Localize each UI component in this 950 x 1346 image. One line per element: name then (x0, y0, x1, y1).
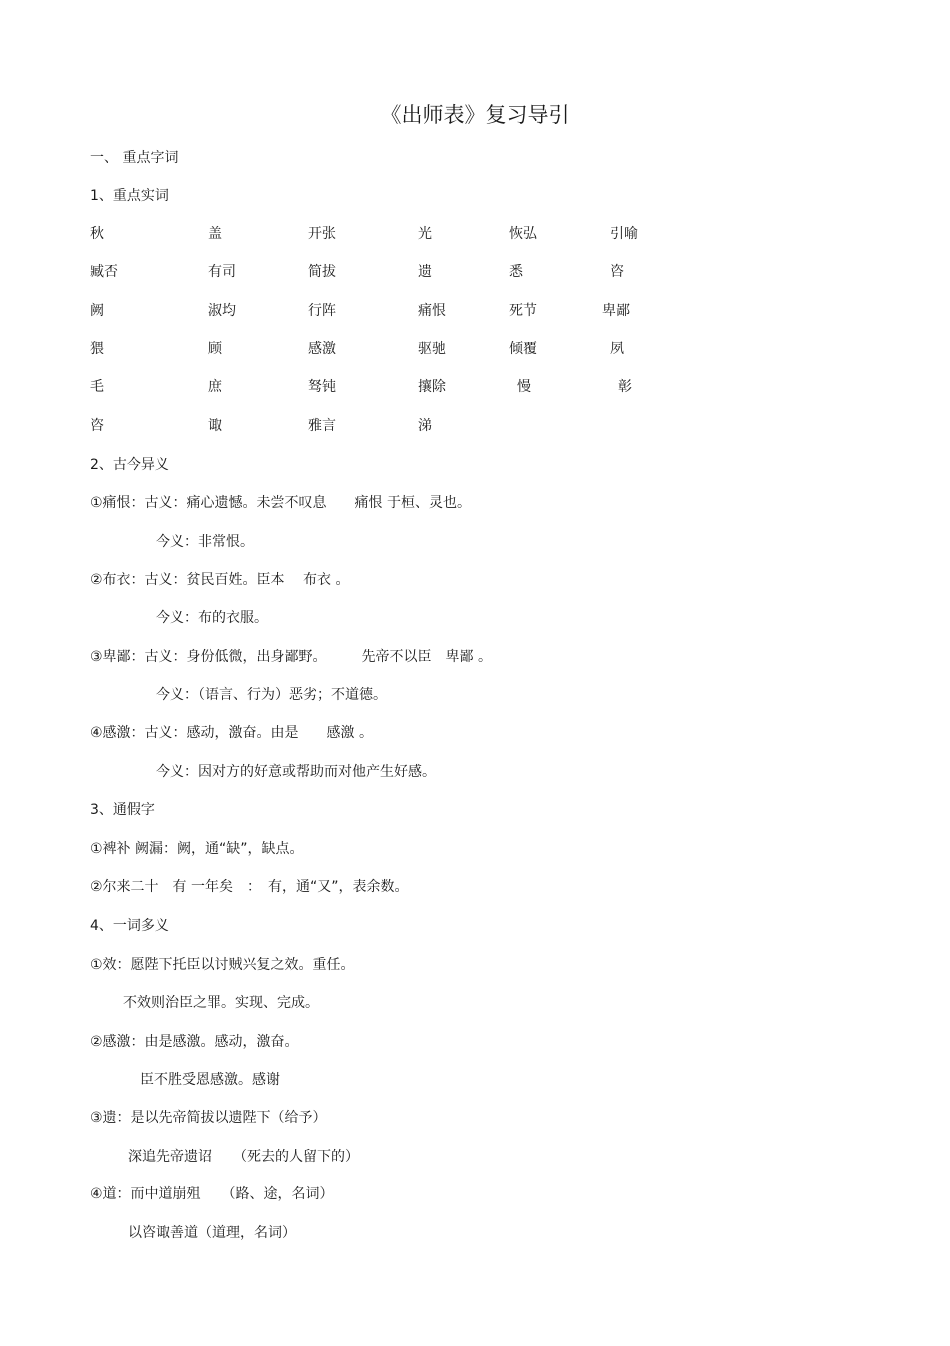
section-heading-key-words: 一、 重点字词 (90, 150, 179, 166)
word-cell: 秋 (90, 226, 104, 242)
word-cell: 攘除 (418, 379, 446, 395)
subheading-polysemy: 4、一词多义 (90, 918, 169, 934)
duoyi-line-3: ②感激：由是感激。感动，激奋。 (90, 1034, 299, 1050)
word-cell: 行阵 (308, 303, 336, 319)
word-cell: 光 (418, 226, 432, 242)
subheading-ancient-modern: 2、古今异义 (90, 457, 169, 473)
word-cell: 猥 (90, 341, 104, 357)
gujin-ancient-3: ③卑鄙：古义：身份低微，出身鄙野。 先帝不以臣 卑鄙 。 (90, 649, 492, 665)
word-cell: 臧否 (90, 264, 118, 280)
word-cell: 痛恨 (418, 303, 446, 319)
word-cell: 诹 (208, 418, 222, 434)
word-cell: 死节 (509, 303, 537, 319)
word-cell: 简拔 (308, 264, 336, 280)
word-cell: 咨 (610, 264, 624, 280)
word-cell: 阙 (90, 303, 104, 319)
word-cell: 盖 (208, 226, 222, 242)
gujin-modern-3: 今义：（语言、行为）恶劣；不道德。 (156, 687, 387, 703)
word-cell: 驱驰 (418, 341, 446, 357)
word-cell: 开张 (308, 226, 336, 242)
word-cell: 遗 (418, 264, 432, 280)
gujin-modern-4: 今义：因对方的好意或帮助而对他产生好感。 (156, 764, 436, 780)
word-cell: 涕 (418, 418, 432, 434)
word-cell: 顾 (208, 341, 222, 357)
tongjia-item-2: ②尔来二十 有 一年矣 ： 有，通“又”，表余数。 (90, 879, 409, 895)
duoyi-line-2: 不效则治臣之罪。实现、完成。 (123, 995, 319, 1011)
gujin-ancient-1: ①痛恨：古义：痛心遗憾。未尝不叹息 痛恨 于桓、灵也。 (90, 495, 471, 511)
word-cell: 卑鄙 (602, 303, 630, 319)
word-cell: 彰 (618, 379, 632, 395)
duoyi-line-7: ④道：而中道崩殂 （路、途，名词） (90, 1186, 334, 1202)
word-cell: 淑均 (208, 303, 236, 319)
word-cell: 庶 (208, 379, 222, 395)
subheading-content-words: 1、重点实词 (90, 188, 169, 204)
word-cell: 引喻 (610, 226, 638, 242)
duoyi-line-4: 臣不胜受恩感激。感谢 (140, 1072, 280, 1088)
word-cell: 感激 (308, 341, 336, 357)
gujin-modern-2: 今义：布的衣服。 (156, 610, 268, 626)
gujin-ancient-2: ②布衣：古义：贫民百姓。臣本 布衣 。 (90, 572, 350, 588)
word-cell: 恢弘 (509, 226, 537, 242)
duoyi-line-1: ①效：愿陛下托臣以讨贼兴复之效。重任。 (90, 957, 355, 973)
word-cell: 夙 (610, 341, 624, 357)
word-cell: 驽钝 (308, 379, 336, 395)
gujin-modern-1: 今义：非常恨。 (156, 534, 254, 550)
page-title: 《出师表》复习导引 (380, 103, 570, 127)
word-cell: 毛 (90, 379, 104, 395)
gujin-ancient-4: ④感激：古义：感动，激奋。由是 感激 。 (90, 725, 373, 741)
tongjia-item-1: ①裨补 阙漏：阙，通“缺”，缺点。 (90, 841, 304, 857)
word-cell: 雅言 (308, 418, 336, 434)
duoyi-line-6: 深追先帝遗诏 （死去的人留下的） (128, 1149, 359, 1165)
duoyi-line-5: ③遗：是以先帝简拔以遗陛下（给予） (90, 1110, 327, 1126)
word-cell: 有司 (208, 264, 236, 280)
word-cell: 慢 (517, 379, 531, 395)
word-cell: 倾覆 (509, 341, 537, 357)
word-cell: 咨 (90, 418, 104, 434)
subheading-tongjia: 3、通假字 (90, 802, 155, 818)
duoyi-line-8: 以咨诹善道（道理，名词） (128, 1225, 296, 1241)
word-cell: 悉 (509, 264, 523, 280)
